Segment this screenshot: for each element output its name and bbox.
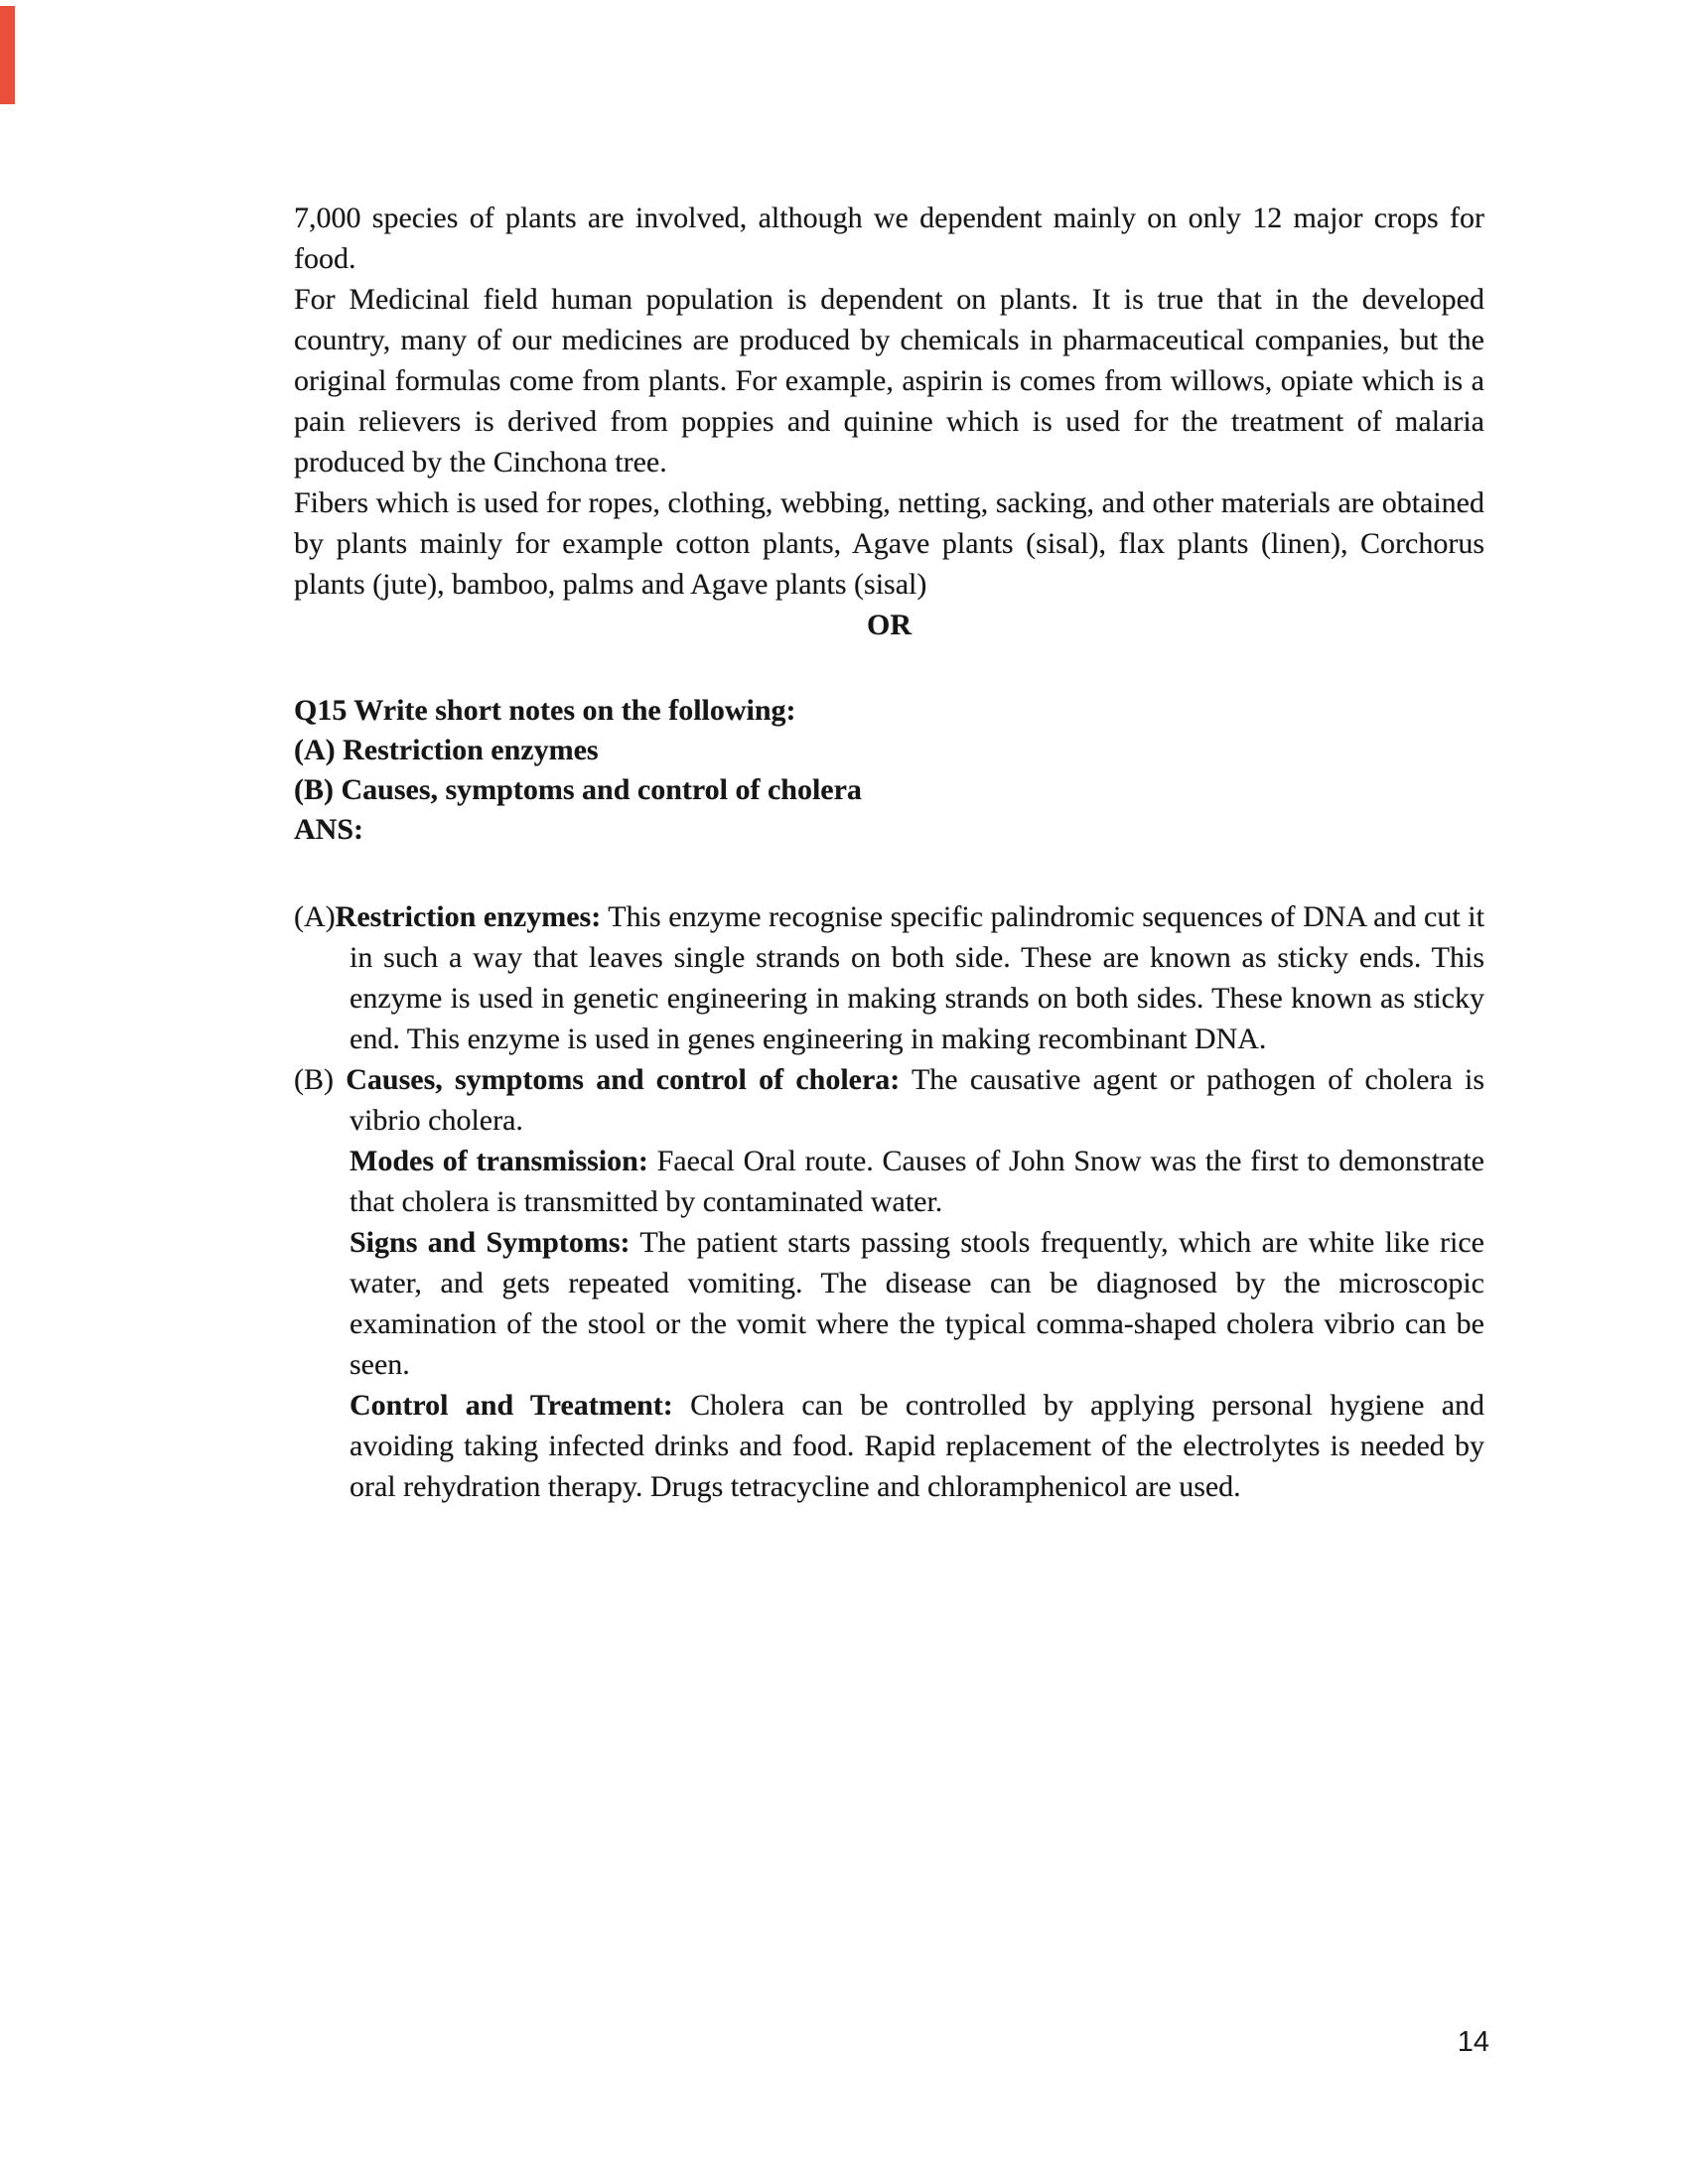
answer-a-title: Restriction enzymes: — [335, 900, 602, 933]
modes-body: Faecal Oral route. Causes of John Snow was the first to demonstrate that cholera is transmitted by contaminated water. — [350, 1145, 1484, 1218]
question-block — [294, 691, 1484, 850]
answer-b-details — [350, 1141, 1484, 1507]
answer-b-title: Causes, symptoms and control of cholera: — [346, 1063, 901, 1096]
page-content — [294, 198, 1484, 1507]
answer-a-marker: (A) — [294, 900, 336, 933]
question-heading: Q15 Write short notes on the following: — [294, 694, 796, 727]
paragraph-medicinal: For Medicinal field human population is dependent on plants. It is true that in the developed country, many of our medicines are produced by chemicals in pharmaceutical companies, but the original formulas come from plants. For example, aspirin is comes from willows, opiate which is a pain relievers is derived from poppies and quinine which is used for the treatment of malaria produced by the Cinchona tree. — [294, 283, 1484, 478]
page-number: 14 — [1457, 2026, 1489, 2058]
red-corner-marker — [0, 6, 15, 104]
control-paragraph — [350, 1385, 1484, 1507]
paragraph-species: 7,000 species of plants are involved, although we dependent mainly on only 12 major crops for food. — [294, 202, 1484, 275]
paragraph-fibers: Fibers which is used for ropes, clothing, webbing, netting, sacking, and other materials are obtained by plants mainly for example cotton plants, Agave plants (sisal), flax plants (linen), Corchorus plants (jute), bamboo, palms and Agave plants (sisal) — [294, 486, 1484, 601]
answer-a — [294, 896, 1484, 1059]
signs-title: Signs and Symptoms: — [350, 1226, 631, 1259]
modes-title: Modes of transmission: — [350, 1145, 648, 1177]
answer-b-body: The causative agent or pathogen of cholera is vibrio cholera. — [350, 1063, 1484, 1137]
answer-b — [294, 1059, 1484, 1141]
signs-paragraph — [350, 1222, 1484, 1385]
question-item-a: (A) Restriction enzymes — [294, 734, 599, 766]
control-body: Cholera can be controlled by applying personal hygiene and avoiding taking infected drinks and food. Rapid replacement of the electrolytes is needed by oral rehydration therapy. Drugs tetracycline and chloramphenicol are used. — [350, 1389, 1485, 1503]
answer-b-marker: (B) — [294, 1063, 334, 1096]
or-divider: OR — [867, 609, 912, 641]
signs-body: The patient starts passing stools frequently, which are white like rice water, and gets repeated vomiting. The disease can be diagnosed by the microscopic examination of the stool or the vomit where the typical comma-shaped cholera vibrio can be seen. — [350, 1226, 1484, 1381]
answer-label: ANS: — [294, 813, 364, 846]
question-item-b: (B) Causes, symptoms and control of cholera — [294, 773, 862, 806]
control-title: Control and Treatment: — [350, 1389, 673, 1422]
modes-paragraph — [350, 1141, 1484, 1222]
answer-a-body: This enzyme recognise specific palindromic sequences of DNA and cut it in such a way that leaves single strands on both side. These are known as sticky ends. This enzyme is used in genetic engineering in making strands on both sides. These known as sticky end. This enzyme is used in genes engineering in making recombinant DNA. — [350, 900, 1484, 1055]
